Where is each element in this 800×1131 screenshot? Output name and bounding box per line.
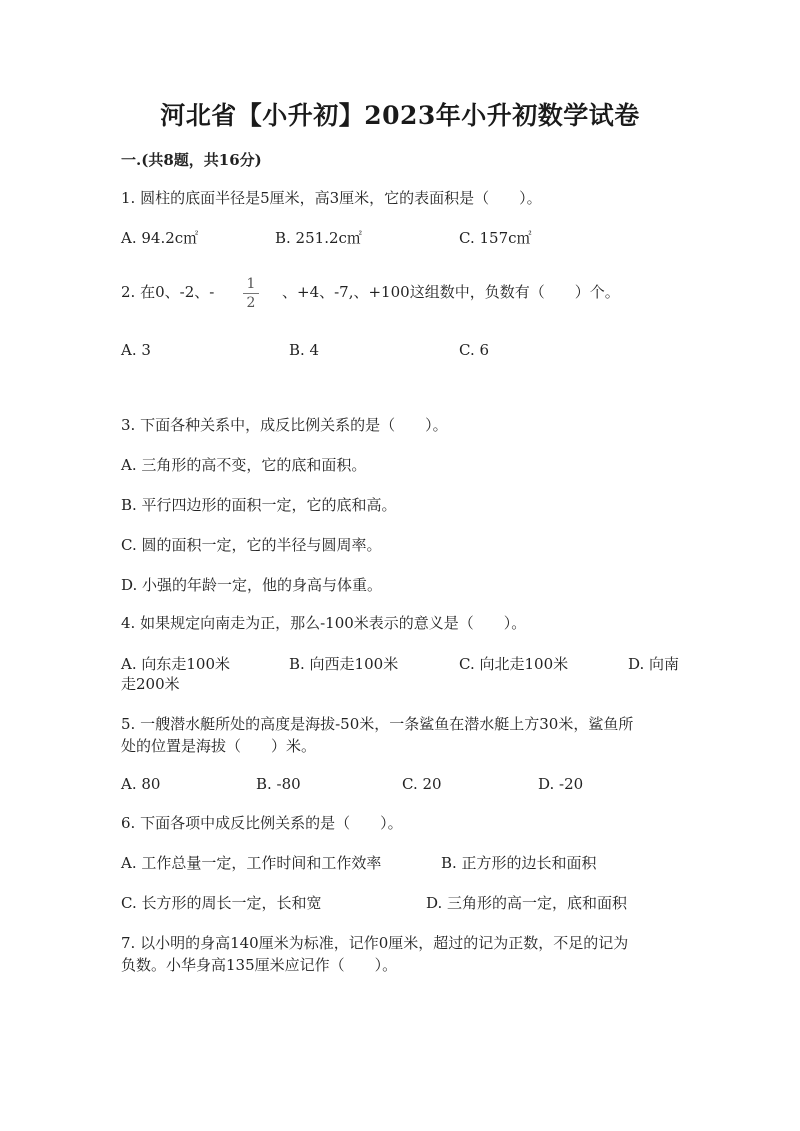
question-5-option-a: A. 80 — [121, 775, 161, 793]
question-7-stem-line-1: 7. 以小明的身高140厘米为标准，记作0厘米，超过的记为正数，不足的记为 — [121, 934, 629, 952]
question-3-option-b: B. 平行四边形的面积一定，它的底和高。 — [121, 496, 397, 514]
question-2-stem-end: 、+4、-7,、+100这组数中，负数有（ ）个。 — [282, 283, 620, 301]
question-4-stem: 4. 如果规定向南走为正，那么-100米表示的意义是（ ）。 — [121, 614, 527, 632]
fraction-numerator: 1 — [246, 276, 256, 292]
question-6-option-b: B. 正方形的边长和面积 — [441, 854, 597, 872]
question-1-option-b: B. 251.2c㎡ — [275, 229, 362, 247]
question-6-stem: 6. 下面各项中成反比例关系的是（ ）。 — [121, 814, 403, 832]
fraction-one-half — [243, 276, 259, 311]
question-6-option-d: D. 三角形的高一定，底和面积 — [426, 894, 628, 912]
question-2-option-a: A. 3 — [121, 341, 151, 359]
question-4-option-d-continued: 走200米 — [121, 675, 180, 693]
question-4-option-a: A. 向东走100米 — [121, 655, 230, 673]
question-5-option-b: B. -80 — [256, 775, 301, 793]
fraction-bar — [243, 293, 259, 294]
question-5-stem-line-1: 5. 一艘潜水艇所处的高度是海拔-50米，一条鲨鱼在潜水艇上方30米，鲨鱼所 — [121, 715, 634, 733]
question-1-stem: 1. 圆柱的底面半径是5厘米，高3厘米，它的表面积是（ ）。 — [121, 189, 542, 207]
question-4-option-c: C. 向北走100米 — [459, 655, 569, 673]
page-title: 河北省【小升初】2023年小升初数学试卷 — [160, 101, 640, 130]
question-6-option-a: A. 工作总量一定，工作时间和工作效率 — [121, 854, 382, 872]
question-4-option-d: D. 向南 — [628, 655, 680, 673]
question-3-stem: 3. 下面各种关系中，成反比例关系的是（ ）。 — [121, 416, 448, 434]
question-7-stem-line-2: 负数。小华身高135厘米应记作（ ）。 — [121, 956, 398, 974]
question-2-option-b: B. 4 — [289, 341, 320, 359]
question-5-stem-line-2: 处的位置是海拔（ ）米。 — [121, 737, 317, 755]
question-6-option-c: C. 长方形的周长一定，长和宽 — [121, 894, 322, 912]
question-1-option-c: C. 157c㎡ — [459, 229, 532, 247]
question-1-option-a: A. 94.2c㎡ — [121, 229, 199, 247]
section-heading: 一.(共8题，共16分) — [121, 151, 262, 169]
question-5-option-c: C. 20 — [402, 775, 442, 793]
fraction-denominator: 2 — [246, 295, 256, 311]
question-2-option-c: C. 6 — [459, 341, 490, 359]
question-5-option-d: D. -20 — [538, 775, 584, 793]
question-4-option-b: B. 向西走100米 — [289, 655, 399, 673]
question-3-option-d: D. 小强的年龄一定，他的身高与体重。 — [121, 576, 383, 594]
question-3-option-c: C. 圆的面积一定，它的半径与圆周率。 — [121, 536, 382, 554]
question-2-stem-start: 2. 在0、-2、- — [121, 283, 215, 301]
question-3-option-a: A. 三角形的高不变，它的底和面积。 — [121, 456, 367, 474]
